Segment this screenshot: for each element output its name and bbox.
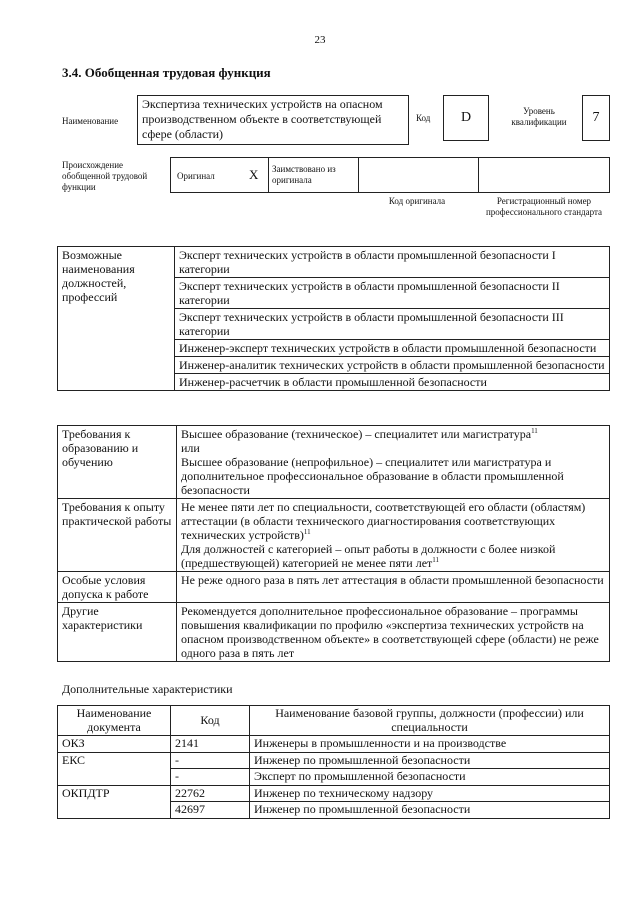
positions-table <box>57 246 610 391</box>
position-item: Эксперт технических устройств в области промышленной безопасности II категории <box>175 278 609 309</box>
footnote-ref: 11 <box>432 556 440 564</box>
page-number: 23 <box>314 34 326 46</box>
level-label: Уровень квалификации <box>511 106 567 127</box>
experience-value <box>177 499 610 572</box>
section-heading: 3.4. Обобщенная трудовая функция <box>62 65 271 80</box>
header-code: Код <box>171 706 250 736</box>
borrowed-label: Заимствовано из оригинала <box>272 164 336 185</box>
additional-title: Дополнительные характеристики <box>62 682 233 696</box>
additional-table <box>57 705 610 819</box>
footnote-ref: 11 <box>303 528 311 536</box>
code-cell: - <box>171 752 250 769</box>
table-row <box>58 736 610 753</box>
divider <box>478 158 479 192</box>
code-cell: 42697 <box>171 802 250 819</box>
position-item: Инженер-аналитик технических устройств в области промышленной безопасности <box>175 357 609 374</box>
code-original-caption: Код оригинала <box>388 196 446 206</box>
position-item: Эксперт технических устройств в области промышленной безопасности I категории <box>175 247 609 278</box>
footnote-ref: 11 <box>531 427 538 435</box>
doc-cell: ОКПДТР <box>58 785 171 818</box>
header-name: Наименование базовой группы, должности (профессии) или специальности <box>250 706 610 736</box>
requirements-table <box>57 425 610 662</box>
divider <box>268 158 269 192</box>
other-label: Другие характеристики <box>58 603 177 662</box>
code-cell: 2141 <box>171 736 250 753</box>
name-cell: Инженеры в промышленности и на производстве <box>250 736 610 753</box>
special-value: Не реже одного раза в пять лет аттестация в области промышленной безопасности <box>177 572 610 603</box>
education-line: или <box>181 441 200 455</box>
code-cell: 22762 <box>171 785 250 802</box>
education-label: Требования к образованию и обучению <box>58 426 177 499</box>
name-label: Наименование <box>62 116 119 126</box>
divider <box>358 158 359 192</box>
code-label: Код <box>416 113 431 123</box>
function-name-value: Экспертиза технических устройств на опасном производственном объекте в соответствующей сфере (области) <box>142 97 383 141</box>
original-label: Оригинал <box>177 171 215 181</box>
code-value: D <box>443 95 489 141</box>
header-doc: Наименование документа <box>58 706 171 736</box>
education-value <box>177 426 610 499</box>
function-name-box <box>137 95 409 145</box>
experience-label: Требования к опыту практической работы <box>58 499 177 572</box>
original-mark: X <box>249 167 259 182</box>
education-line: Высшее образование (техническое) – специалитет или магистратура <box>181 427 532 441</box>
position-item: Инженер-эксперт технических устройств в области промышленной безопасности <box>175 340 609 357</box>
positions-label: Возможные наименования должностей, профессий <box>58 247 175 391</box>
experience-line: Для должностей с категорией – опыт работы в должности с более низкой (предшествующей) категорией не менее пяти лет <box>181 542 556 570</box>
positions-list <box>175 247 610 391</box>
origin-box <box>170 157 610 193</box>
position-item: Эксперт технических устройств в области промышленной безопасности III категории <box>175 309 609 340</box>
name-cell: Инженер по техническому надзору <box>250 785 610 802</box>
level-value: 7 <box>582 95 610 141</box>
name-cell: Инженер по промышленной безопасности <box>250 802 610 819</box>
experience-line: Не менее пяти лет по специальности, соответствующей его области (областям) аттестации (в области технического диагностирования соответствующих технических устройств) <box>181 500 586 542</box>
origin-label: Происхождение обобщенной трудовой функции <box>62 160 148 192</box>
education-line: Высшее образование (непрофильное) – специалитет или магистратура и дополнительное профессиональное образование в области промышленной безопасности <box>181 455 564 497</box>
reg-number-caption: Регистрационный номер профессионального стандарта <box>485 196 603 217</box>
name-cell: Эксперт по промышленной безопасности <box>250 769 610 786</box>
doc-cell: ЕКС <box>58 752 171 785</box>
other-value: Рекомендуется дополнительное профессиональное образование – программы повышения квалификации по профилю «экспертиза технических устройств на опасном производственном объекте» в соответствующей сфере (области) не реже одного раза в пять лет <box>177 603 610 662</box>
table-row <box>58 785 610 802</box>
position-item: Инженер-расчетчик в области промышленной безопасности <box>179 375 487 389</box>
special-label: Особые условия допуска к работе <box>58 572 177 603</box>
code-cell: - <box>171 769 250 786</box>
table-row <box>58 752 610 769</box>
name-cell: Инженер по промышленной безопасности <box>250 752 610 769</box>
doc-cell: ОКЗ <box>58 736 171 753</box>
